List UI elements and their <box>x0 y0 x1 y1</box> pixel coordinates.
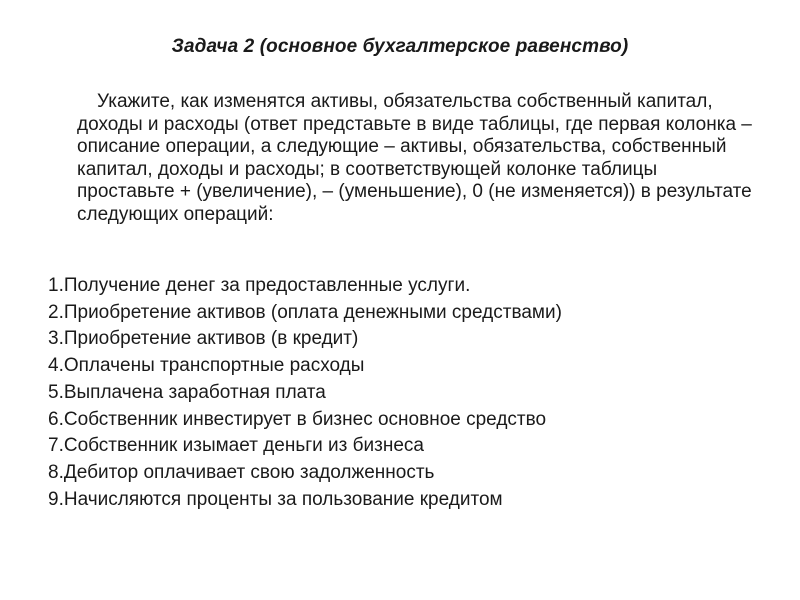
task-title: Задача 2 (основное бухгалтерское равенство) <box>171 36 629 57</box>
task-instructions: Укажите, как изменятся активы, обязательства собственный капитал, доходы и расходы (ответ представьте в виде таблицы, где первая колонка – описание операции, а следующие – активы, обязательства, собственный капитал, доходы и расходы; в соответствующей колонке таблицы проставьте + (увеличение), – (уменьшение), 0 (не изменяется)) в результате следующих операций: <box>77 91 752 225</box>
operation-item: 1.Получение денег за предоставленные услуги. <box>48 275 471 296</box>
operations-list <box>48 273 768 513</box>
operation-item: 7.Собственник изымает деньги из бизнеса <box>48 435 424 457</box>
operation-item: 2.Приобретение активов (оплата денежными средствами) <box>48 301 562 323</box>
operation-item: 9.Начисляются проценты за пользование кредитом <box>48 488 503 510</box>
operation-item: 8.Дебитор оплачивает свою задолженность <box>48 461 435 483</box>
operation-item: 3.Приобретение активов (в кредит) <box>48 328 359 350</box>
operation-item: 4.Оплачены транспортные расходы <box>48 355 365 377</box>
operation-item: 6.Собственник инвестирует в бизнес основное средство <box>48 408 547 430</box>
operation-item: 5.Выплачена заработная плата <box>48 381 326 403</box>
